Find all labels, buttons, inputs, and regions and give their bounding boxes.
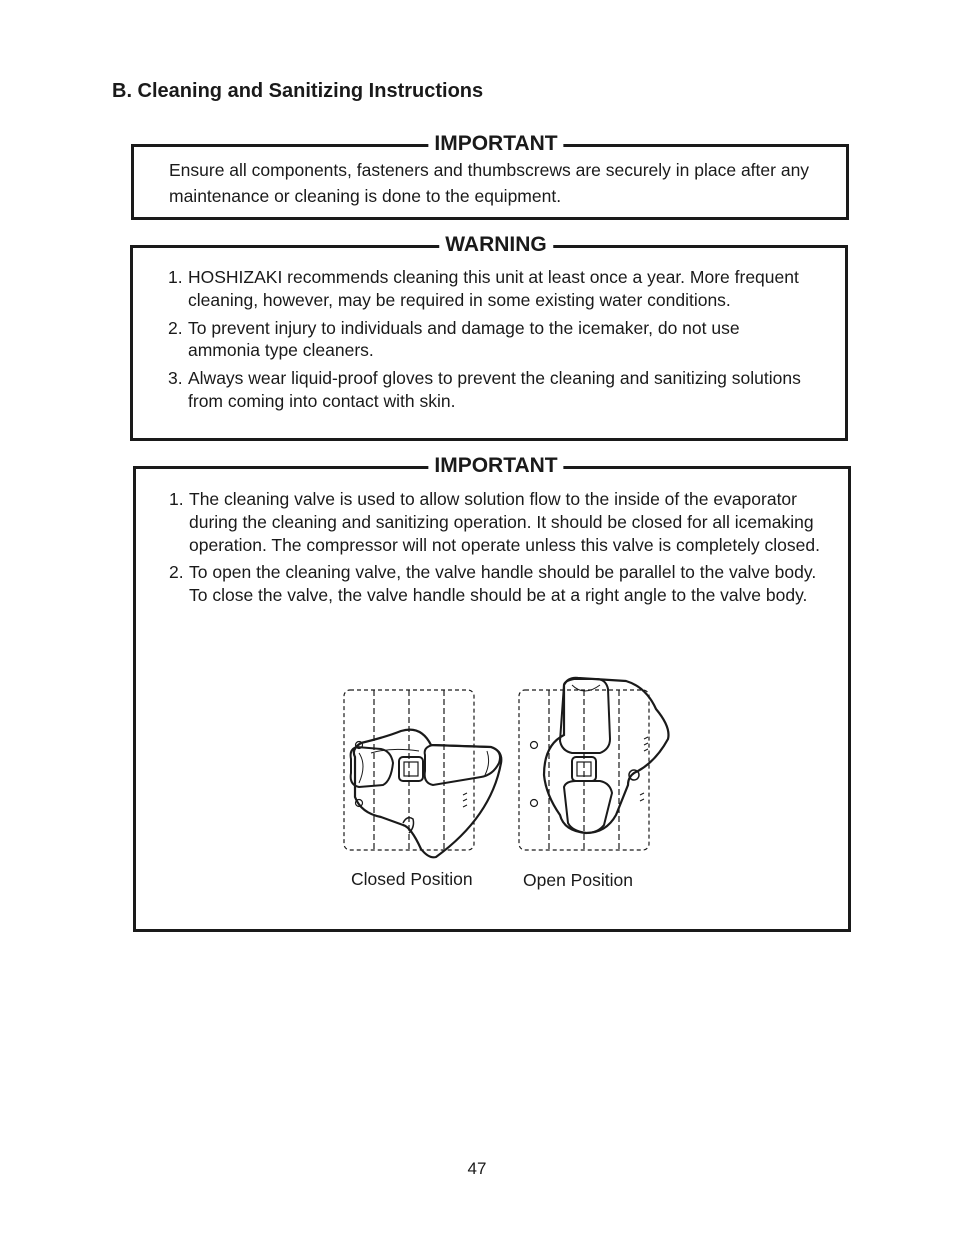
list-item-text: HOSHIZAKI recommends cleaning this unit at least once a year. More frequent cleaning, however, may be required in some existing water conditions.: [188, 267, 799, 310]
list-item-number: 1.: [169, 489, 184, 509]
list-item-text: Always wear liquid-proof gloves to prevent the cleaning and sanitizing solutions from coming into contact with skin.: [188, 368, 801, 411]
list-item: [169, 488, 829, 556]
important-list: [169, 488, 829, 612]
important-box-1-title: IMPORTANT: [428, 131, 563, 157]
important-box-2-title: IMPORTANT: [428, 453, 563, 479]
list-item-text: The cleaning valve is used to allow solution flow to the inside of the evaporator during the cleaning and sanitizing operation. It should be closed for all icemaking operation. The compressor will not operate unless this valve is completely closed.: [189, 489, 820, 555]
open-position-caption: Open Position: [523, 870, 633, 890]
open-position-valve-drawing: [516, 675, 676, 857]
list-item-text: To prevent injury to individuals and damage to the icemaker, do not use ammonia type cleaners.: [188, 317, 740, 361]
closed-position-caption: Closed Position: [351, 869, 473, 889]
list-item-number: 2.: [168, 317, 183, 338]
closed-position-valve-drawing: [341, 687, 511, 865]
important-box-1: [131, 132, 849, 220]
list-item-number: 1.: [168, 267, 183, 287]
warning-box: [130, 233, 848, 441]
list-item: [168, 367, 808, 413]
warning-box-title: WARNING: [439, 232, 553, 258]
section-heading: B. Cleaning and Sanitizing Instructions: [112, 80, 484, 102]
list-item: [168, 317, 808, 363]
list-item: [168, 266, 808, 312]
important-box-1-text: Ensure all components, fasteners and thumbscrews are securely in place after any maintenance or cleaning is done to the equipment.: [169, 160, 810, 206]
list-item: [169, 561, 829, 607]
list-item-text: To open the cleaning valve, the valve handle should be parallel to the valve body. To close the valve, the valve handle should be at a right angle to the valve body.: [189, 562, 817, 606]
warning-list: [168, 266, 808, 418]
important-box-2: [133, 454, 851, 932]
list-item-number: 3.: [168, 368, 183, 389]
list-item-number: 2.: [169, 562, 184, 583]
page-number: 47: [467, 1159, 487, 1178]
